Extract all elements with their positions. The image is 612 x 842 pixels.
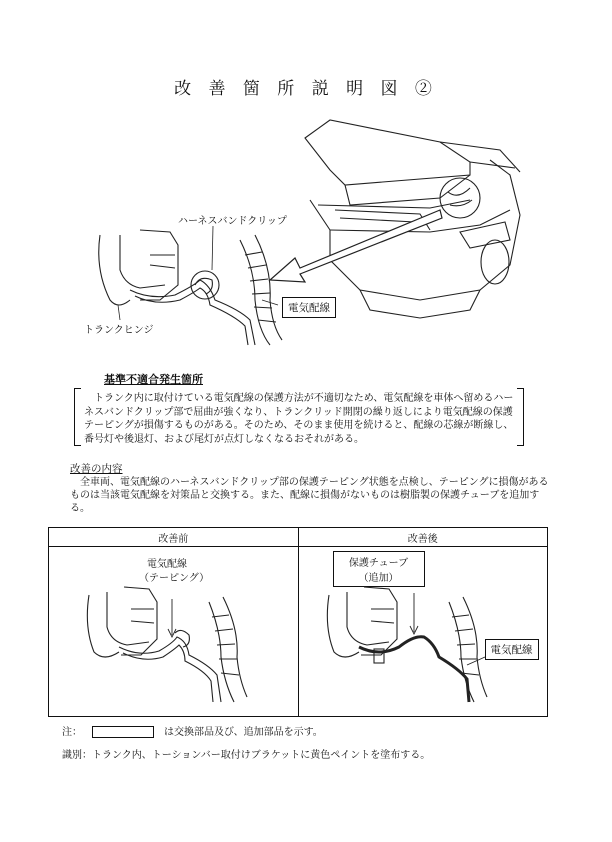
bracket-left [74, 388, 81, 446]
comparison-table [48, 527, 548, 717]
before-header: 改善前 [49, 528, 299, 547]
tube-added-label: （追加） [358, 573, 399, 584]
improvement-heading: 改善の内容 [70, 463, 123, 475]
nonconformity-heading: 基準不適合発生箇所 [104, 373, 203, 386]
bracket-right [517, 388, 524, 446]
nonconformity-text: トランク内に取付けている電気配線の保護方法が不適切なため、電気配線を車体へ留めるハーネスバンドクリップ部で屈曲が強くなり、トランクリッド開閉の繰り返しにより電気配線の保護テーピングが損傷するものがある。そのため、そのまま使用を続けると、配線の芯線が断線し、番号灯や後退灯、および尾灯が点灯しなくなるおそれがある。 [84, 393, 514, 445]
trunk-hinge-label: トランクヒンジ [84, 325, 154, 336]
after-cell [298, 547, 548, 717]
before-cell [49, 547, 299, 717]
legend-note [62, 723, 323, 738]
before-taping-label: （テーピング） [139, 573, 210, 584]
after-wire-label: 電気配線 [485, 639, 539, 660]
note-prefix: 注： [62, 727, 82, 738]
before-wire-label: 電気配線 [147, 559, 187, 570]
note-suffix: は交換部品及び、追加部品を示す。 [164, 727, 323, 738]
harness-clip-label: ハーネスバンドクリップ [178, 216, 287, 227]
page-title: 改 善 箇 所 説 明 図 ② [174, 79, 438, 99]
wire-label: 電気配線 [282, 297, 336, 318]
after-header: 改善後 [298, 528, 548, 547]
tube-label: 保護チューブ [348, 558, 409, 569]
after-illustration [299, 547, 549, 717]
improvement-text: 全車両、電気配線のハーネスバンドクリップ部の保護テーピング状態を点検し、テーピングに損傷があるものは当該電気配線を対策品と交換する。また、配線に損傷がないものは樹脂製の保護チューブを追加する。 [70, 477, 549, 514]
identification-note: 識別：トランク内、トーションバー取付けブラケットに黄色ペイントを塗布する。 [62, 750, 431, 761]
legend-box [92, 726, 154, 738]
nonconformity-box [74, 388, 524, 446]
before-illustration [49, 547, 295, 717]
